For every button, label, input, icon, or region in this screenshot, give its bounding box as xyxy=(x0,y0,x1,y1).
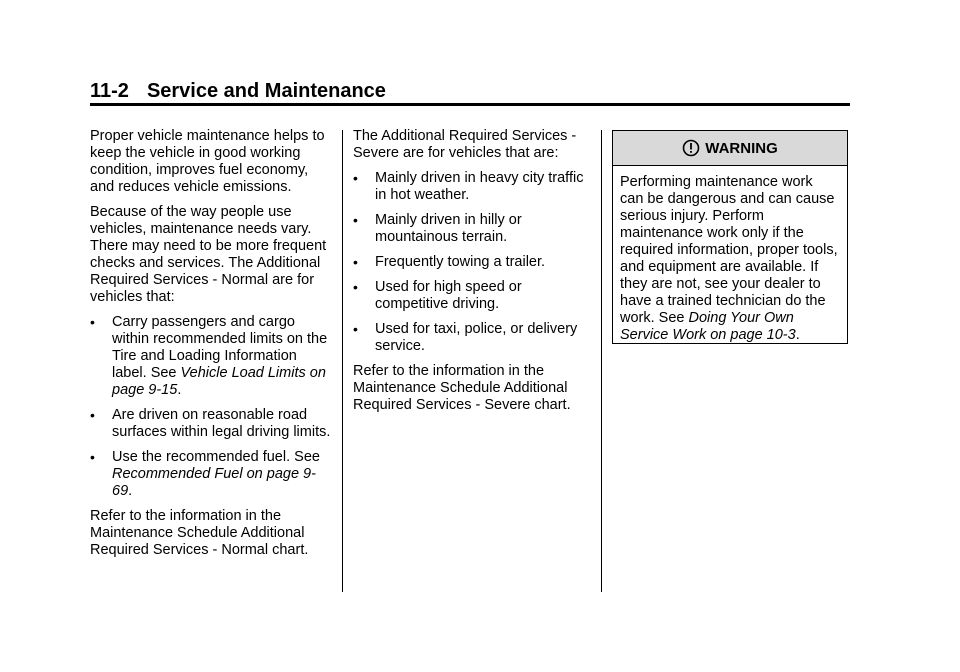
list-item: • Are driven on reasonable road surfaces within legal driving limits. xyxy=(90,407,331,440)
header-rule xyxy=(90,103,850,106)
warning-icon xyxy=(682,139,700,157)
normal-services-paragraph: Because of the way people use vehicles, maintenance needs vary. There may need to be more frequent checks and services. The Additional Required Services - Normal are for vehicles that: xyxy=(90,204,327,305)
column-divider xyxy=(342,130,343,592)
list-item: • Carry passengers and cargo within recommended limits on the Tire and Loading Information label. See Vehicle Load Limits on page 9-15. xyxy=(90,314,328,398)
column-divider xyxy=(601,130,602,592)
list-item: • Used for taxi, police, or delivery service. xyxy=(353,321,578,354)
list-item: • Used for high speed or competitive driving. xyxy=(353,279,522,312)
list-item: • Mainly driven in hilly or mountainous terrain. xyxy=(353,212,522,245)
normal-chart-reference: Refer to the information in the Maintenance Schedule Additional Required Services - Normal chart. xyxy=(90,508,309,558)
warning-body: Performing maintenance work can be dangerous and can cause serious injury. Perform maintenance work only if the required information, proper tools, and equipment are available. If they are not, see your dealer to have a trained technician do the work. See Doing Your Own Service Work on page 10-3. xyxy=(620,174,838,343)
bullet-icon: • xyxy=(90,314,95,330)
list-item: • Frequently towing a trailer. xyxy=(353,254,546,270)
warning-header xyxy=(613,131,847,166)
bullet-icon: • xyxy=(353,254,358,270)
page-number: 11-2 xyxy=(90,80,129,102)
bullet-icon: • xyxy=(353,279,358,295)
warning-title: WARNING xyxy=(705,139,778,157)
cross-reference-link[interactable]: Recommended Fuel on page 9-69 xyxy=(112,466,316,499)
bullet-icon: • xyxy=(353,170,358,186)
cross-reference-link[interactable]: Doing Your Own Service Work on page 10-3 xyxy=(620,310,796,343)
warning-box xyxy=(612,130,848,344)
bullet-icon: • xyxy=(353,321,358,337)
list-item: • Mainly driven in heavy city traffic in hot weather. xyxy=(353,170,584,203)
page-header xyxy=(90,80,850,104)
list-item: • Use the recommended fuel. See Recommended Fuel on page 9-69. xyxy=(90,449,320,499)
bullet-icon: • xyxy=(90,449,95,465)
bullet-icon: • xyxy=(353,212,358,228)
normal-conditions-list xyxy=(90,314,335,500)
column-middle xyxy=(353,128,593,422)
intro-paragraph: Proper vehicle maintenance helps to keep the vehicle in good working condition, improves fuel economy, and reduces vehicle emissions. xyxy=(90,128,325,195)
severe-conditions-list xyxy=(353,170,593,355)
severe-chart-reference: Refer to the information in the Maintenance Schedule Additional Required Services - Severe chart. xyxy=(353,363,571,413)
severe-services-paragraph: The Additional Required Services - Severe are for vehicles that are: xyxy=(353,128,577,161)
bullet-icon: • xyxy=(90,407,95,423)
column-left xyxy=(90,128,335,567)
section-title: Service and Maintenance xyxy=(146,80,386,102)
cross-reference-link[interactable]: Vehicle Load Limits on page 9-15 xyxy=(112,365,326,398)
